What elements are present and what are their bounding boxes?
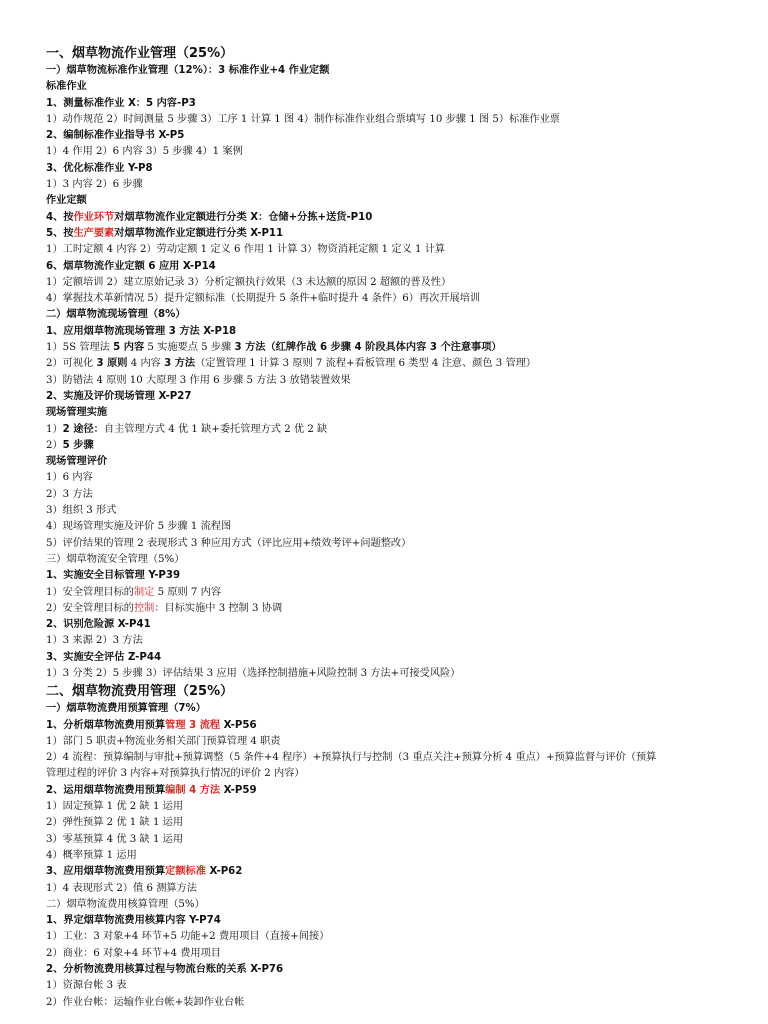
highlighted-text: 作业环节	[73, 211, 115, 223]
text-segment: 4、按	[46, 211, 74, 223]
text-segment: 二）烟草物流现场管理（8%）	[46, 309, 186, 321]
subheading-line	[46, 324, 728, 340]
text-segment: 3 原则	[96, 358, 128, 370]
subheading-line	[46, 405, 728, 421]
text-line	[46, 470, 728, 486]
highlighted-text: 制定	[133, 586, 155, 598]
text-segment: 5 实施要点 5 步骤	[144, 342, 235, 354]
text-segment: 作业定额	[46, 195, 87, 207]
text-line	[46, 438, 728, 454]
text-line	[46, 815, 728, 831]
highlighted-text: 定额标准	[165, 866, 206, 878]
text-segment: 5）评价结果的管理 2 表现形式 3 种应用方式（评比应用+绩效考评+问题整改）	[46, 537, 412, 549]
text-line	[46, 177, 728, 193]
highlighted-text: 控制	[133, 602, 155, 614]
text-segment: 3、应用烟草物流费用预算	[46, 866, 166, 878]
text-segment: 1、分析烟草物流费用预算	[46, 719, 166, 731]
text-segment: 自主管理方式 4 优 1 缺+委托管理方式 2 优 2 缺	[103, 423, 328, 435]
text-segment: 1）定额培训 2）建立原始记录 3）分析定额执行效果（3 未达额的原因 2 超额的普及性）	[46, 276, 452, 288]
text-line	[46, 503, 728, 519]
text-line	[46, 422, 728, 438]
text-segment: 4 内容	[127, 358, 165, 370]
text-line	[46, 552, 728, 568]
text-line	[46, 766, 728, 782]
text-segment: 2）作业台帐：运输作业台帐+装卸作业台帐	[46, 996, 245, 1008]
subheading-line	[46, 96, 728, 112]
subheading-line	[46, 193, 728, 209]
text-segment: 4）概率预算 1 运用	[46, 849, 137, 861]
subheading-line	[46, 783, 728, 799]
text-line	[46, 897, 728, 913]
highlighted-text: 编制 4 方法	[165, 784, 221, 796]
text-line	[46, 356, 728, 372]
text-segment: 2）弹性预算 2 优 1 缺 1 运用	[46, 817, 184, 829]
subheading-line	[46, 161, 728, 177]
text-line	[46, 832, 728, 848]
subheading-line	[46, 617, 728, 633]
text-segment: 2、运用烟草物流费用预算	[46, 784, 166, 796]
section-heading	[46, 44, 728, 63]
text-line	[46, 487, 728, 503]
text-segment: 一、烟草物流作业管理（25%）	[46, 46, 234, 61]
text-segment: 2）安全管理目标的	[46, 602, 134, 614]
text-segment: 1）固定预算 1 优 2 缺 1 运用	[46, 801, 184, 813]
text-segment: 5 原则 7 内容	[154, 586, 222, 598]
text-segment: 1）安全管理目标的	[46, 586, 134, 598]
text-segment: 1）资源台帐 3 表	[46, 980, 127, 992]
text-segment: 二）烟草物流费用核算管理（5%）	[46, 898, 205, 910]
text-line	[46, 519, 728, 535]
subheading-line	[46, 864, 728, 880]
text-line	[46, 633, 728, 649]
text-segment: 1）4 作用 2）6 内容 3）5 步骤 4）1 案例	[46, 146, 243, 158]
text-segment: 2）3 方法	[46, 488, 93, 500]
text-segment: 一）烟草物流标准作业管理（12%）：3 标准作业+4 作业定额	[46, 65, 330, 76]
text-segment: 1）工时定额 4 内容 2）劳动定额 1 定义 6 作用 1 计算 3）物资消耗定额 1 定义 1 计算	[46, 244, 446, 256]
subheading-line	[46, 259, 728, 275]
text-segment: 2）商业：6 对象+4 环节+4 费用项目	[46, 947, 221, 959]
text-segment: 3、优化标准作业 Y-P8	[46, 162, 153, 174]
text-segment: 1、界定烟草物流费用核算内容 Y-P74	[46, 915, 221, 927]
text-segment: 一）烟草物流费用预算管理（7%）	[46, 703, 206, 715]
text-segment: 现场管理评价	[46, 456, 108, 468]
text-segment: 1）部门 5 职责+物流业务相关部门预算管理 4 职责	[46, 735, 281, 747]
text-line	[46, 978, 728, 994]
text-line	[46, 340, 728, 356]
highlighted-text: 生产要素	[73, 227, 115, 239]
text-line	[46, 585, 728, 601]
text-segment: 4）现场管理实施及评价 5 步骤 1 流程图	[46, 521, 232, 533]
text-segment: 1）3 来源 2）3 方法	[46, 635, 143, 647]
subheading-line	[46, 210, 728, 226]
text-segment: 二、烟草物流费用管理（25%）	[46, 684, 234, 700]
text-segment: 3 方法（红牌作战 6 步骤 4 阶段具体内容 3 个注意事项）	[234, 342, 502, 354]
subheading-line	[46, 79, 728, 95]
text-line	[46, 848, 728, 864]
text-line	[46, 144, 728, 160]
text-segment: 3）防错法 4 原则 10 大原理 3 作用 6 步骤 5 方法 3 放错装置效果	[46, 374, 351, 386]
text-segment: 2、识别危险源 X-P41	[46, 619, 151, 631]
text-segment: 标准作业	[46, 81, 87, 93]
text-segment: 管理过程的评价 3 内容+对预算执行情况的评价 2 内容）	[46, 768, 305, 780]
text-segment: 2）4 流程：预算编制与审批+预算调整（5 条件+4 程序）+预算执行与控制（3 重点关注+预算分析 4 重点）+预算监督与评价（预算	[46, 752, 657, 764]
text-segment: 1、实施安全目标管理 Y-P39	[46, 570, 181, 582]
text-line	[46, 242, 728, 258]
text-segment: 1）	[46, 423, 63, 435]
text-line	[46, 750, 728, 766]
text-segment: 3、实施安全评估 Z-P44	[46, 651, 162, 663]
text-line	[46, 275, 728, 291]
text-segment: 三）烟草物流安全管理（5%）	[46, 553, 185, 565]
text-line	[46, 881, 728, 897]
text-segment: 对烟草物流作业定额进行分类 X：仓储+分拣+送货-P10	[114, 211, 373, 223]
text-segment: X-P56	[220, 719, 257, 731]
text-line	[46, 946, 728, 962]
text-line	[46, 373, 728, 389]
text-segment: 2、编制标准作业指导书 X-P5	[46, 130, 185, 142]
text-segment: ：目标实施中 3 控制 3 协调	[154, 602, 283, 614]
subheading-line	[46, 226, 728, 242]
text-segment: 1）动作规范 2）时间测量 5 步骤 3）工序 1 计算 1 图 4）制作标准作业组合票填写 10 步骤 1 图 5）标准作业票	[46, 113, 560, 125]
text-segment: X-P59	[220, 784, 257, 796]
subheading-line	[46, 307, 728, 323]
text-segment: 1）工业：3 对象+4 环节+5 功能+2 费用项目（直接+间接）	[46, 931, 330, 943]
subheading-line	[46, 650, 728, 666]
subheading-line	[46, 389, 728, 405]
text-segment: （定置管理 1 计算 3 原则 7 流程+看板管理 6 类型 4 注意、颜色 3 管理）	[195, 358, 537, 370]
text-segment: 1）5S 管理法	[46, 342, 114, 354]
text-segment: 3 方法	[164, 358, 196, 370]
text-segment: 1）6 内容	[46, 472, 93, 484]
text-segment: X-P62	[205, 866, 243, 878]
text-line	[46, 929, 728, 945]
text-segment: 1）3 分类 2）5 步骤 3）评估结果 3 应用（选择控制措施+风险控制 3 方法+可接受风险）	[46, 667, 461, 679]
text-segment: 5、按	[46, 227, 74, 239]
text-segment: 1）4 表现形式 2）值 6 测算方法	[46, 882, 197, 894]
text-line	[46, 995, 728, 1011]
text-segment: 6、烟草物流作业定额 6 应用 X-P14	[46, 260, 216, 272]
text-segment: 3）零基预算 4 优 3 缺 1 运用	[46, 833, 184, 845]
text-line	[46, 666, 728, 682]
section-heading	[46, 682, 728, 701]
text-segment: 2、分析物流费用核算过程与物流台账的关系 X-P76	[46, 964, 284, 976]
text-segment: 现场管理实施	[46, 407, 108, 419]
subheading-line	[46, 718, 728, 734]
text-segment: 5 步骤	[62, 439, 94, 451]
text-segment: 1）3 内容 2）6 步骤	[46, 179, 143, 191]
subheading-line	[46, 128, 728, 144]
subheading-line	[46, 913, 728, 929]
subheading-line	[46, 454, 728, 470]
text-line	[46, 112, 728, 128]
subheading-line	[46, 701, 728, 717]
text-segment: 1、测量标准作业 X：5 内容-P3	[46, 97, 196, 109]
text-line	[46, 799, 728, 815]
text-segment: 2）	[46, 439, 63, 451]
text-line	[46, 291, 728, 307]
text-line	[46, 734, 728, 750]
text-segment: 2 途径：	[62, 423, 104, 435]
text-line	[46, 536, 728, 552]
subheading-line	[46, 568, 728, 584]
text-segment: 2）可视化	[46, 358, 97, 370]
subheading-line	[46, 962, 728, 978]
highlighted-text: 管理 3 流程	[165, 719, 221, 731]
text-line	[46, 601, 728, 617]
text-segment: 4）掌握技术革新情况 5）提升定额标准（长期提升 5 条件+临时提升 4 条件）6）再次开展培训	[46, 293, 481, 305]
text-segment: 2、实施及评价现场管理 X-P27	[46, 390, 192, 402]
text-segment: 对烟草物流作业定额进行分类 X-P11	[114, 227, 284, 239]
subheading-line	[46, 63, 728, 79]
text-segment: 5 内容	[113, 342, 145, 354]
text-segment: 1、应用烟草物流现场管理 3 方法 X-P18	[46, 325, 237, 337]
text-segment: 3）组织 3 形式	[46, 505, 117, 517]
